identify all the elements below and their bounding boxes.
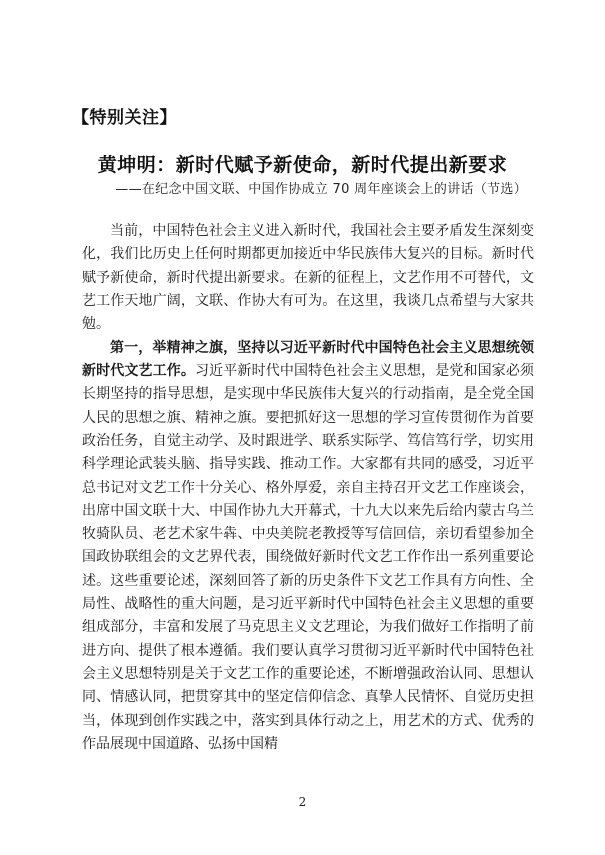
paragraph-lead: 第一，举精神之旗，坚持以习近平新时代中国特色社会主义思想统领新时代文艺工作。 (82, 339, 534, 380)
article-body (82, 220, 534, 756)
article-title: 黄坤明：新时代赋予新使命，新时代提出新要求 (97, 154, 508, 176)
section-tag: 【特别关注】 (72, 108, 177, 128)
paragraph-text: 习近平新时代中国特色社会主义思想，是党和国家必须长期坚持的指导思想，是实现中华民族伟大复兴的行动指南，是全党全国人民的思想之旗、精神之旗。要把抓好这一思想的学习宣传贯彻作为首要政治任务，自觉主动学、及时跟进学、联系实际学、笃信笃行学，切实用科学理论武装头脑、指导实践、推动工作。大家都有共同的感受，习近平总书记对文艺工作十分关心、格外厚爱，亲自主持召开文艺工作座谈会，出席中国文联十大、中国作协九大开幕式，十九大以来先后给内蒙古乌兰牧骑队员、老艺术家牛犇、中央美院老教授等写信回信，亲切看望参加全国政协联组会的文艺界代表，围绕做好新时代文艺工作作出一系列重要论述。这些重要论述，深刻回答了新的历史条件下文艺工作具有方向性、全局性、战略性的重大问题，是习近平新时代中国特色社会主义思想的重要组成部分，丰富和发展了马克思主义文艺理论，为我们做好工作指明了前进方向、提供了根本遵循。我们要认真学习贯彻习近平新时代中国特色社会主义思想特别是关于文艺工作的重要论述，不断增强政治认同、思想认同、情感认同，把贯穿其中的坚定信仰信念、真挚人民情怀、自觉历史担当，体现到创作实践之中，落实到具体行动之上，用艺术的方式、优秀的作品展现中国道路、弘扬中国精 (82, 363, 535, 752)
paragraph-first-point (82, 337, 534, 756)
page-number: 2 (298, 795, 307, 809)
paragraph-text: 当前，中国特色社会主义进入新时代，我国社会主要矛盾发生深刻变化，我们比历史上任何时期都更加接近中华民族伟大复兴的目标。新时代赋予新使命，新时代提出新要求。在新的征程上，文艺作用不可替代，文艺工作天地广阔，文联、作协大有可为。在这里，我谈几点希望与大家共勉。 (82, 223, 534, 333)
article-subtitle: ——在纪念中国文联、中国作协成立 70 周年座谈会上的讲话（节选） (115, 182, 527, 197)
paragraph-intro (82, 220, 534, 336)
